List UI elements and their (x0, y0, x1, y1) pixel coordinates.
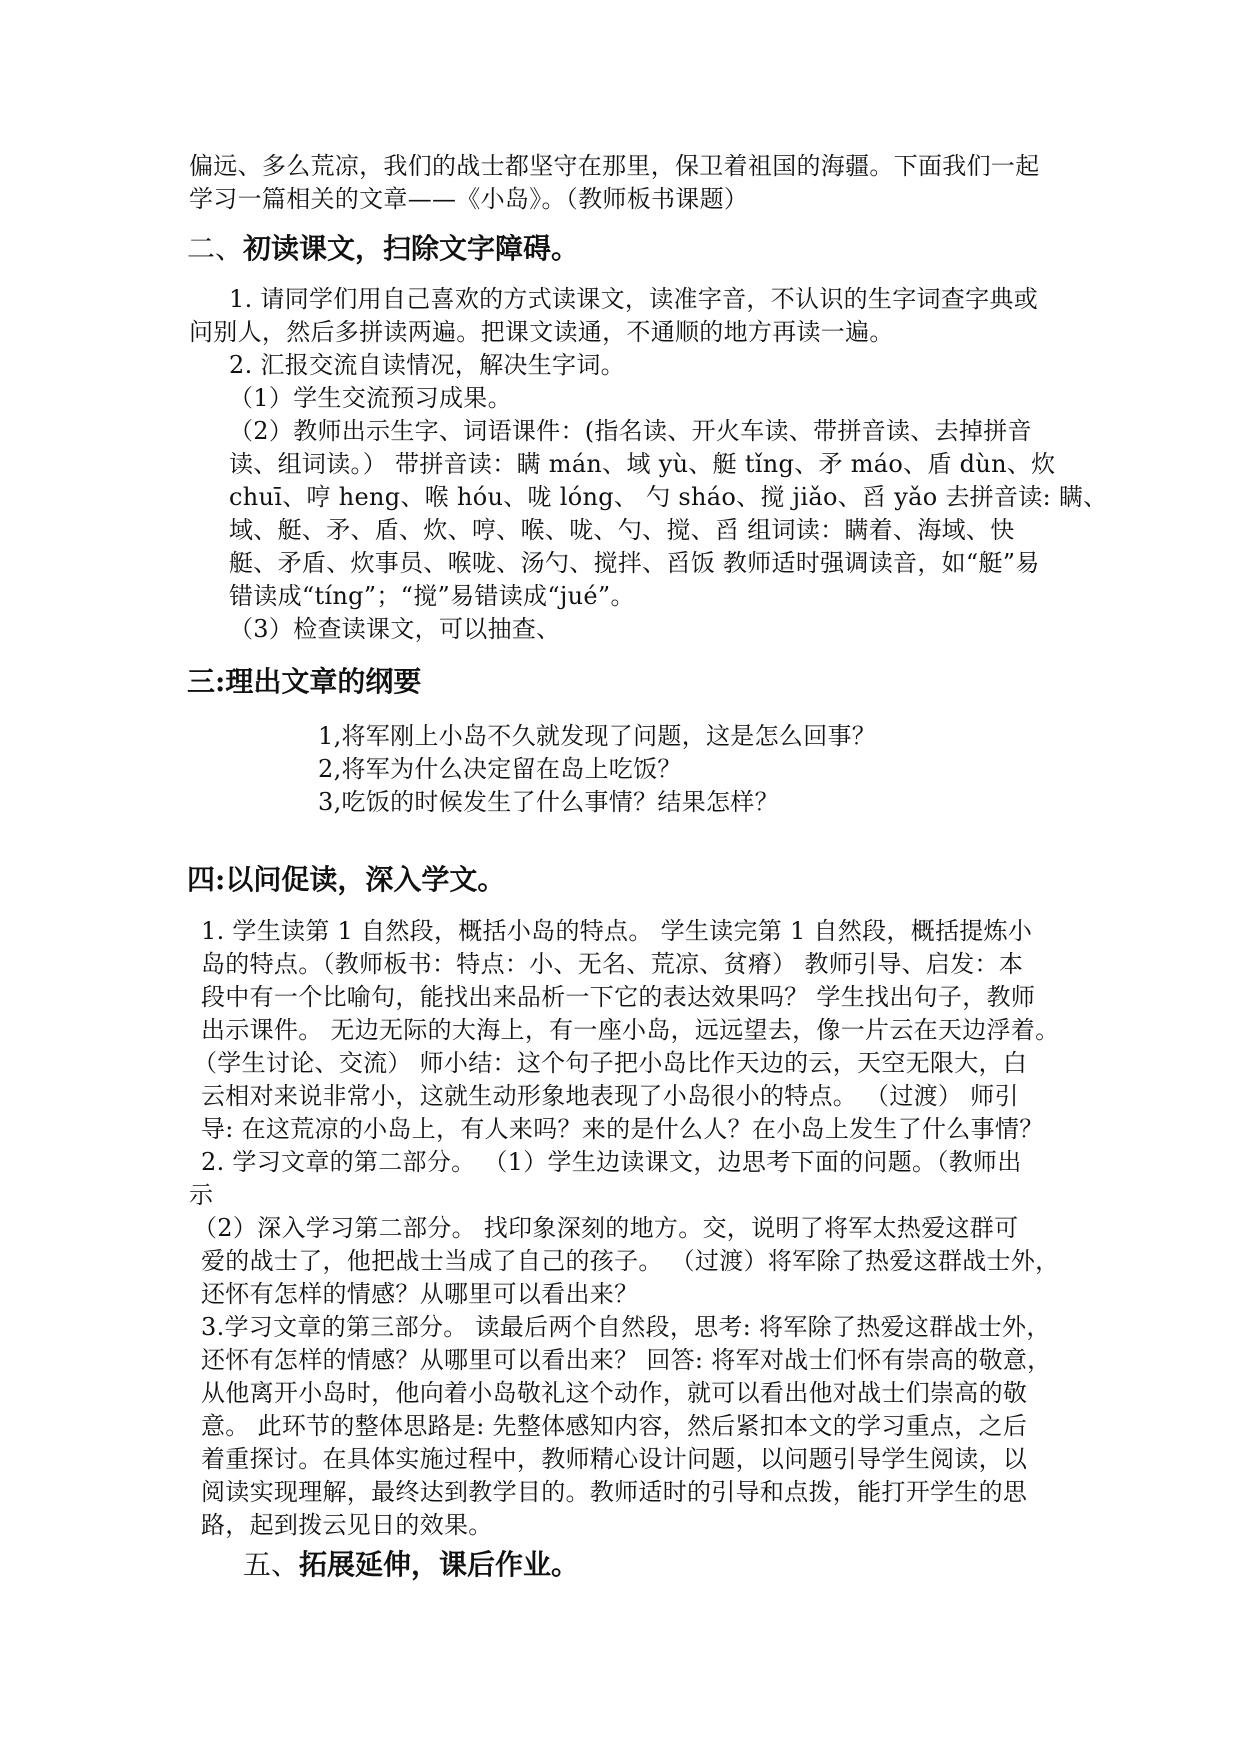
intro-line: 偏远、多么荒凉，我们的战士都坚守在那里，保卫着祖国的海疆。下面我们一起 (189, 152, 1040, 180)
section4-line: 意。 此环节的整体思路是: 先整体感知内容，然后紧扣本文的学习重点，之后 (201, 1412, 1028, 1440)
section2-heading (187, 231, 579, 267)
section4-line: 导: 在这荒凉的小岛上，有人来吗？来的是什么人？在小岛上发生了什么事情？ (201, 1115, 1044, 1143)
section2-item1-line: 1. 请同学们用自己喜欢的方式读课文，读准字音，不认识的生字词查字典或 (229, 285, 1039, 313)
section4-line: 阅读实现理解，最终达到教学目的。教师适时的引导和点拨，能打开学生的思 (201, 1478, 1028, 1506)
section2-sub1: （1）学生交流预习成果。 (229, 384, 512, 412)
section4-body (189, 915, 1060, 1542)
section4-line: 出示课件。 无边无际的大海上，有一座小岛，远远望去，像一片云在天边浮着。 (201, 1016, 1060, 1044)
section4-line: 1. 学生读第 1 自然段，概括小岛的特点。 学生读完第 1 自然段，概括提炼小 (201, 917, 1033, 945)
section2-title: 初读课文，扫除文字障碍。 (243, 232, 580, 265)
section2-sub2-line: chuī、哼 heng、喉 hóu、咙 lóng、 勺 sháo、搅 jiǎo、舀 yǎo 去拼音读: 瞒、 (229, 483, 1108, 511)
section4-line: 着重探讨。在具体实施过程中，教师精心设计问题，以问题引导学生阅读，以 (201, 1445, 1028, 1473)
section4-line: 2. 学习文章的第二部分。 （1）学生边读课文，边思考下面的问题。（教师出 (201, 1148, 1022, 1176)
outline-question: 3,吃饭的时候发生了什么事情？结果怎样？ (318, 788, 779, 816)
section2-sub2-line: （2）教师出示生字、词语课件：(指名读、开火车读、带拼音读、去掉拼音 (229, 417, 1032, 445)
section5-prefix: 五、 (243, 1548, 300, 1581)
section5-title: 拓展延伸，课后作业。 (299, 1548, 580, 1581)
section4-line: 3.学习文章的第三部分。 读最后两个自然段，思考: 将军除了热爱这群战士外， (201, 1313, 1051, 1341)
section2-item1-line: 问别人，然后多拼读两遍。把课文读通，不通顺的地方再读一遍。 (189, 318, 894, 346)
section2-sub2-line: 读、组词读。） 带拼音读：瞒 mán、域 yù、艇 tǐng、矛 máo、盾 dùn、炊 (229, 450, 1056, 478)
section3-heading: 三:理出文章的纲要 (187, 665, 422, 698)
section2-sub3: （3）检查读课文，可以抽查、 (229, 615, 561, 643)
intro-paragraph (189, 150, 1040, 216)
section4-line: 路，起到拨云见日的效果。 (201, 1511, 493, 1539)
section5-heading (243, 1547, 579, 1583)
section4-line: （2）深入学习第二部分。 找印象深刻的地方。交，说明了将军太热爱这群可 (193, 1214, 1019, 1242)
section2-item2: 2. 汇报交流自读情况，解决生字词。 (229, 351, 625, 379)
section2-sub2-line: 域、艇、矛、盾、炊、哼、喉、咙、勺、搅、舀 组词读：瞒着、海域、快 (229, 516, 1015, 544)
section4-line: 从他离开小岛时，他向着小岛敬礼这个动作，就可以看出他对战士们崇高的敬 (201, 1379, 1028, 1407)
section4-line: 示 (189, 1181, 214, 1209)
section2-sub2 (229, 415, 1108, 613)
section3-questions (318, 720, 876, 819)
section4-line: 云相对来说非常小，这就生动形象地表现了小岛很小的特点。 （过渡） 师引 (201, 1082, 1019, 1110)
section4-line: 还怀有怎样的情感？从哪里可以看出来？ 回答: 将军对战士们怀有崇高的敬意， (201, 1346, 1052, 1374)
section2-sub2-line: 错读成“tíng”；“搅”易错读成“jué”。 (229, 582, 635, 610)
outline-question: 1,将军刚上小岛不久就发现了问题，这是怎么回事？ (318, 722, 877, 750)
section2-item1 (189, 283, 1038, 349)
section4-line: 还怀有怎样的情感？从哪里可以看出来？ (201, 1280, 639, 1308)
section2-prefix: 二、 (187, 232, 244, 265)
section2-sub2-line: 艇、矛盾、炊事员、喉咙、汤勺、搅拌、舀饭 教师适时强调读音，如“艇”易 (229, 549, 1040, 577)
outline-question: 2,将军为什么决定留在岛上吃饭？ (318, 755, 682, 783)
intro-line: 学习一篇相关的文章——《小岛》。（教师板书课题） (189, 185, 749, 213)
section4-line: 段中有一个比喻句，能找出来品析一下它的表达效果吗？ 学生找出句子，教师 (201, 983, 1036, 1011)
section4-line: （学生讨论、交流） 师小结：这个句子把小岛比作天边的云，天空无限大，白 (193, 1049, 1028, 1077)
section4-line: 岛的特点。（教师板书：特点：小、无名、荒凉、贫瘠） 教师引导、启发：本 (201, 950, 1024, 978)
section4-line: 爱的战士了，他把战士当成了自己的孩子。 （过渡）将军除了热爱这群战士外， (201, 1247, 1060, 1275)
section4-heading: 四:以问促读，深入学文。 (187, 863, 506, 896)
